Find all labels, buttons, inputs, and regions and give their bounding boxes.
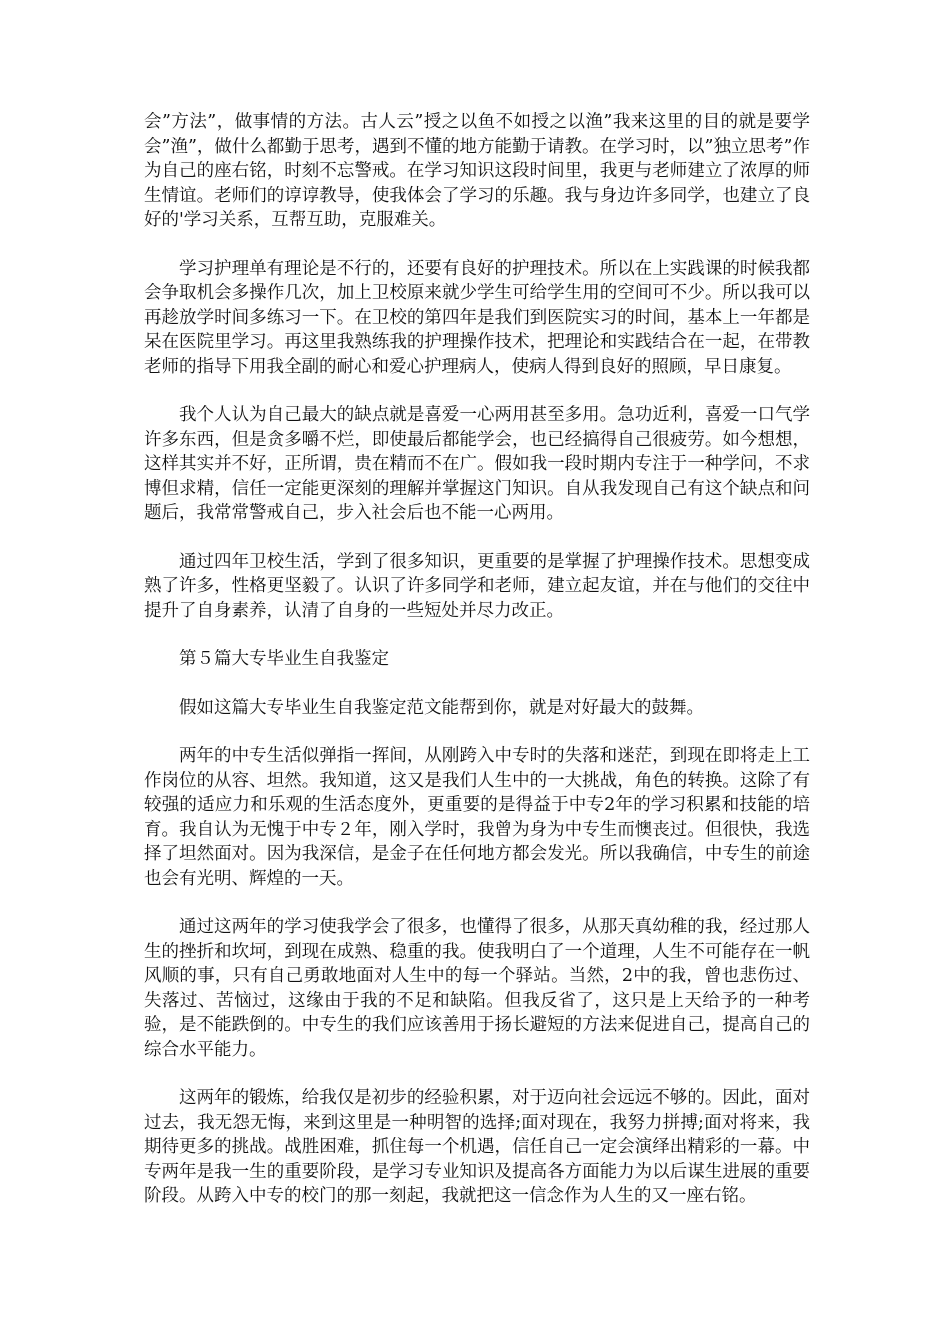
document-body — [144, 110, 810, 1233]
paragraph-intro: 假如这篇大专毕业生自我鉴定范文能帮到你，就是对好最大的鼓舞。 — [179, 697, 704, 718]
paragraph-1: 会”方法”，做事情的方法。古人云”授之以鱼不如授之以渔”我来这里的目的就是要学会”渔”，做什么都勤于思考，遇到不懂的地方能勤于请教。在学习时，以”独立思考”作为自己的座右铭，时刻不忘警戒。在学习知识这段时间里，我更与老师建立了浓厚的师生情谊。老师们的谆谆教导，使我体会了学习的乐趣。我与身边许多同学，也建立了良好的'学习关系，互帮互助，克服难关。 — [144, 112, 810, 230]
paragraph-3: 我个人认为自己最大的缺点就是喜爱一心两用甚至多用。急功近利，喜爱一口气学许多东西，但是贪多嚼不烂，即使最后都能学会，也已经搞得自己很疲劳。如今想想，这样其实并不好，正所谓，贵在精而不在广。假如我一段时期内专注于一种学问，不求博但求精，信任一定能更深刻的理解并掌握这门知识。自从我发现自己有这个缺点和问题后，我常常警戒自己，步入社会后也不能一心两用。 — [144, 405, 810, 523]
paragraph-6: 通过这两年的学习使我学会了很多，也懂得了很多，从那天真幼稚的我，经过那人生的挫折和坎坷，到现在成熟、稳重的我。使我明白了一个道理，人生不可能存在一帆风顺的事，只有自己勇敢地面对人生中的每一个驿站。当然，2中的我，曾也悲伤过、失落过、苦恼过，这缘由于我的不足和缺陷。但我反省了，这只是上天给予的一种考验，是不能跌倒的。中专生的我们应该善用于扬长避短的方法来促进自己，提高自己的综合水平能力。 — [144, 917, 810, 1060]
paragraph-4: 通过四年卫校生活，学到了很多知识，更重要的是掌握了护理操作技术。思想变成熟了许多，性格更坚毅了。认识了许多同学和老师，建立起友谊，并在与他们的交往中提升了自身素养，认清了自身的一些短处并尽力改正。 — [144, 551, 810, 621]
section-heading: 第５篇大专毕业生自我鉴定 — [179, 649, 389, 669]
paragraph-7: 这两年的锻炼，给我仅是初步的经验积累，对于迈向社会远远不够的。因此，面对过去，我无怨无悔，来到这里是一种明智的选择;面对现在，我努力拼搏;面对将来，我期待更多的挑战。战胜困难，抓住每一个机遇，信任自己一定会演绎出精彩的一幕。中专两年是我一生的重要阶段，是学习专业知识及提高各方面能力为以后谋生进展的重要阶段。从跨入中专的校门的那一刻起，我就把这一信念作为人生的又一座右铭。 — [144, 1088, 810, 1206]
paragraph-2: 学习护理单有理论是不行的，还要有良好的护理技术。所以在上实践课的时候我都会争取机会多操作几次，加上卫校原来就少学生可给学生用的空间可不少。所以我可以再趁放学时间多练习一下。在卫校的第四年是我们到医院实习的时间，基本上一年都是呆在医院里学习。再这里我熟练我的护理操作技术，把理论和实践结合在一起，在带教老师的指导下用我全副的耐心和爱心护理病人，使病人得到良好的照顾，早日康复。 — [144, 258, 810, 377]
paragraph-5: 两年的中专生活似弹指一挥间，从刚跨入中专时的失落和迷茫，到现在即将走上工作岗位的从容、坦然。我知道，这又是我们人生中的一大挑战，角色的转换。这除了有较强的适应力和乐观的生活态度外，更重要的是得益于中专2年的学习积累和技能的培育。我自认为无愧于中专２年，刚入学时，我曾为身为中专生而懊丧过。但很快，我选择了坦然面对。因为我深信，是金子在任何地方都会发光。所以我确信，中专生的前途也会有光明、辉煌的一天。 — [144, 746, 810, 889]
